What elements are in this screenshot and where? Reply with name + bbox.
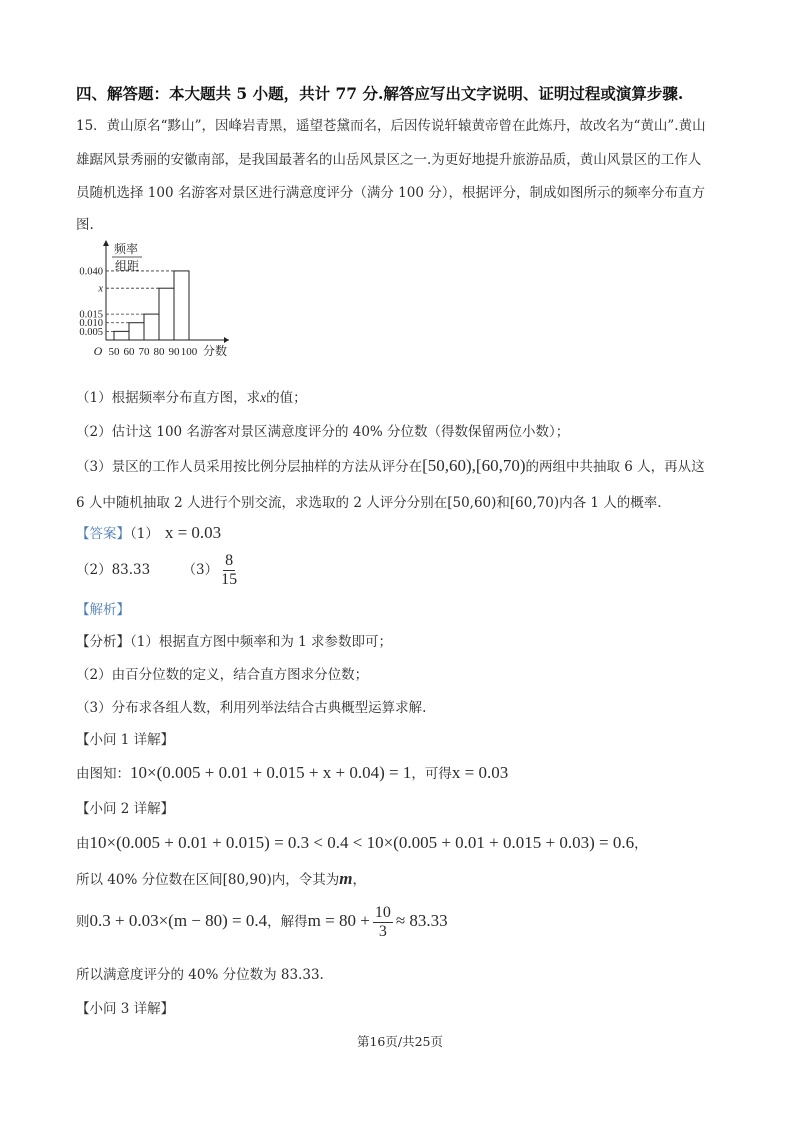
interval-comma: , [471,456,476,475]
detail-1-result: x = 0.03 [451,763,509,782]
detail-2-equation: 10×(0.005 + 0.01 + 0.015) = 0.3 < 0.4 < 10×(0.005 + 0.01 + 0.015 + 0.03) = 0.6 [89,833,635,852]
detail-1-tag: 【小问 1 详解】 [76,732,175,748]
detail-2-line-2 [76,868,366,889]
origin-label: O [93,344,103,358]
y-label-numerator: 频率 [113,242,139,256]
question-1 [76,386,307,406]
detail-2-fraction-num: 10 [374,904,391,921]
x-axis-arrow [224,337,229,343]
answer-line-1 [76,522,221,543]
detail-2-line-3-prefix: 则 [76,914,90,930]
section-heading: 四、解答题：本大题共 5 小题，共计 77 分.解答应写出文字说明、证明过程或演算步骤. [76,84,684,103]
question-2: （2）估计这 100 名游客对景区满意度评分的 40% 分位数（得数保留两位小数）； [76,424,570,440]
x-tick-label: 70 [138,346,150,358]
histogram-bar [129,323,144,340]
detail-1-mid: ，可得 [411,766,452,782]
detail-1-line [76,762,508,783]
answer-line-2 [76,552,240,589]
detail-2-tag: 【小问 2 详解】 [76,801,175,817]
detail-2-line-1 [76,832,648,853]
histogram-bar [114,331,129,340]
question-1-end: 的值； [266,390,307,406]
detail-2-suffix: ， [634,836,648,852]
y-tick-label: 0.010 [79,318,103,330]
histogram-bar [159,288,174,340]
detail-2-fraction [373,904,393,941]
y-tick-label: 0.015 [79,309,103,321]
x-axis-label: 分数 [202,344,228,358]
detail-2-line-3-mid: ，解得 [267,914,308,930]
interval-60-70: [60,70) [475,456,526,475]
question-3-text-a: （3）景区的工作人员采用按比例分层抽样的方法从评分在 [76,459,423,475]
fenxi-tag: 【分析】 [76,634,130,650]
histogram-bar [174,271,189,340]
detail-2-line-3-equation: 0.3 + 0.03×(m − 80) = 0.4 [89,911,268,930]
detail-2-var-m: m [339,869,353,888]
y-axis-arrow [103,240,109,246]
detail-2-prefix: 由 [76,836,90,852]
histogram-chart [60,236,260,376]
question-3-text-b: 的两组中共抽取 6 人，再从这 [525,459,705,475]
question-3 [76,455,705,476]
detail-2-fraction-den: 3 [378,923,387,940]
x-tick-label: 50 [108,346,120,358]
page-footer: 第16页/共25页 [356,1034,444,1049]
y-label-denominator: 组距 [114,259,140,273]
detail-2-line-2-text: 所以 40% 分位数在区间[80,90)内，令其为 [76,872,340,888]
answer-3-numerator: 8 [225,552,234,569]
answer-3-denominator: 15 [221,571,238,588]
histogram-bar [144,314,159,340]
answer-1-value: x = 0.03 [164,523,222,542]
answer-3-fraction [221,552,237,589]
answer-2-label: （2）83.33 [76,562,151,578]
x-tick-label: 60 [123,346,135,358]
detail-2-line-4: 所以满意度评分的 40% 分位数为 83.33. [76,967,324,983]
detail-1-prefix: 由图知： [76,766,130,782]
question-1-var: x [260,390,267,405]
x-tick-label: 90 [168,346,180,358]
problem-line-4: 图. [76,217,94,233]
fenxi-1: （1）根据直方图中频率和为 1 求参数即可； [130,634,393,650]
detail-2-line-3 [76,904,448,941]
y-tick-label: x [98,283,103,295]
interval-50-60: [50,60) [422,456,472,475]
x-tick-label: 80 [153,346,165,358]
detail-2-line-2-end: ， [352,872,367,888]
question-1-text: （1）根据频率分布直方图，求 [76,390,261,406]
analysis-line-2: （2）由百分位数的定义，结合直方图求分位数； [76,667,369,683]
question-3-line-2: 6 人中随机抽取 2 人进行个别交流，求选取的 2 人评分分别在[50,60)和[60,70)内各 1 人的概率. [76,495,662,511]
detail-3-tag: 【小问 3 详解】 [76,1001,175,1017]
detail-1-equation: 10×(0.005 + 0.01 + 0.015 + x + 0.04) = 1 [130,763,412,782]
x-tick-label: 100 [180,346,198,358]
problem-line-2: 雄踞风景秀丽的安徽南部，是我国最著名的山岳风景区之一.为更好地提升旅游品质，黄山风景区的工作人 [76,152,702,168]
detail-2-line-3-m: m = 80 + [307,911,370,930]
analysis-tag: 【解析】 [76,602,130,618]
problem-line-3: 员随机选择 100 名游客对景区进行满意度评分（满分 100 分），根据评分，制成如图所示的频率分布直方 [76,185,705,201]
answer-1-label: （1） [130,526,159,542]
analysis-line-1 [76,630,392,650]
answer-tag: 【答案】 [76,526,130,542]
problem-line-1: 15．黄山原名“黟山”，因峰岩青黑，遥望苍黛而名，后因传说轩辕黄帝曾在此炼丹，故改名为“黄山”.黄山 [76,118,706,134]
answer-3-label: （3） [182,562,219,578]
analysis-line-3: （3）分布求各组人数，利用列举法结合古典概型运算求解. [76,700,427,716]
y-tick-label: 0.040 [79,266,103,278]
y-tick-label: 0.005 [79,326,103,338]
detail-2-line-3-tail: ≈ 83.33 [395,911,448,930]
